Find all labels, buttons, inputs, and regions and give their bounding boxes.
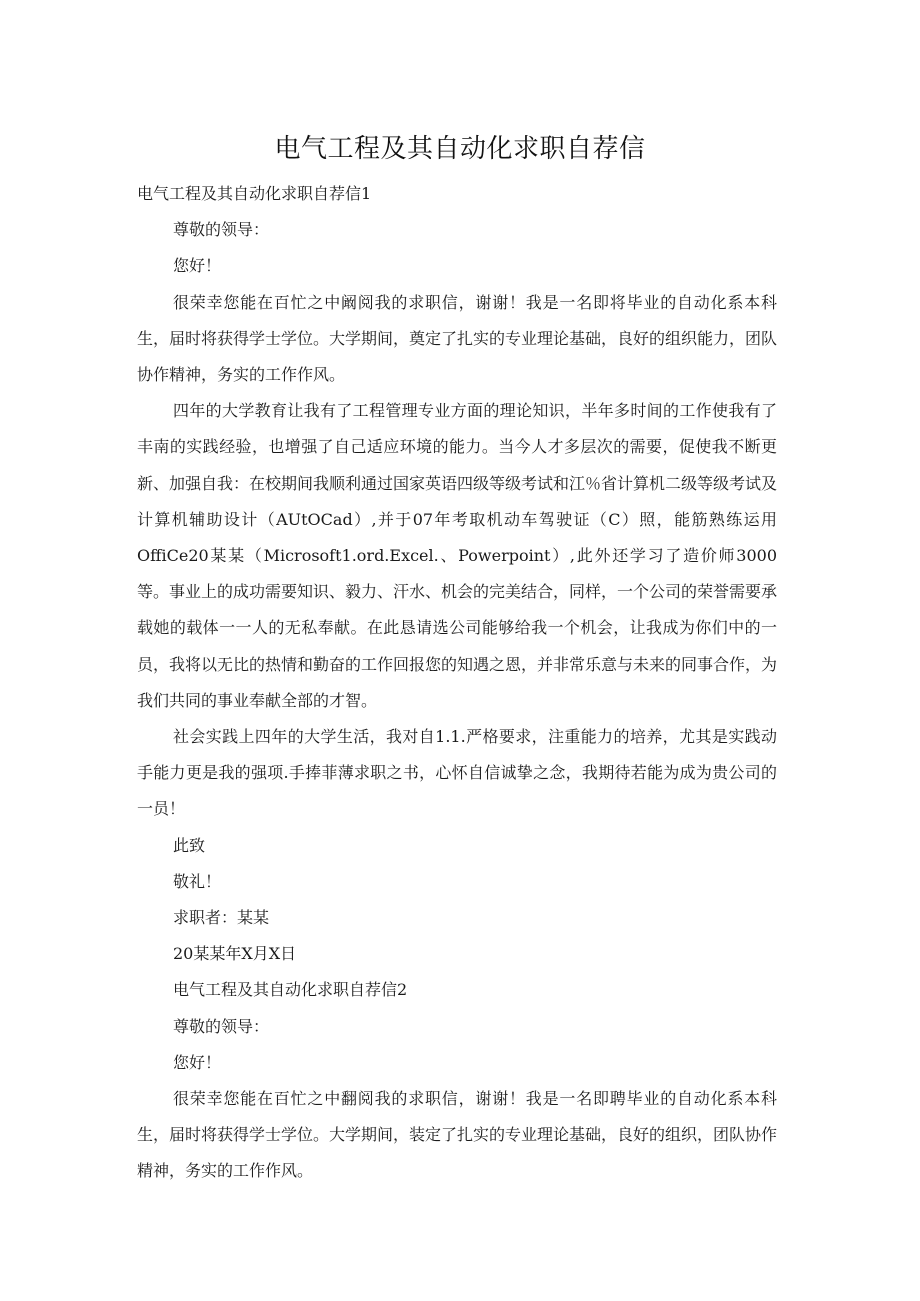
greeting: 您好！ (173, 1052, 222, 1072)
letter-heading-1: 电气工程及其自动化求职自荐信1 (137, 184, 372, 203)
body-paragraph: 很荣幸您能在百忙之中翻阅我的求职信，谢谢！我是一名即聘毕业的自动化系本科生，届时将获得学士学位。大学期间，装定了扎实的专业理论基础，良好的组织，团队协作精神，务实的工作作风。 (137, 1089, 778, 1181)
letter-heading-2: 电气工程及其自动化求职自荐信2 (173, 980, 408, 1000)
body-paragraph: 社会实践上四年的大学生活，我对自1.1.严格要求，注重能力的培养，尤其是实践动手能力更是我的强项.手捧菲薄求职之书，心怀自信诚挚之念，我期待若能为成为贵公司的一员！ (137, 727, 777, 819)
body-paragraph: 四年的大学教育让我有了工程管理专业方面的理论知识，半年多时间的工作使我有了丰南的实践经验，也增强了自己适应环境的能力。当今人才多层次的需要，促使我不断更新、加强自我：在校期间我顺利通过国家英语四级等级考试和江％省计算机二级等级考试及计算机辅助设计（AUtOCad）,并于07年考取机动车驾驶证（C）照，能筋熟练运用OffiCe20某某（Microsoft1.ord.Excel.、Powerpoint）,此外还学习了造价师3000等。事业上的成功需要知识、毅力、汗水、机会的完美结合，同样，一个公司的荣誉需要承载她的载体一一人的无私奉献。在此恳请选公司能够给我一个机会，让我成为你们中的一员，我将以无比的热情和勤奋的工作回报您的知遇之恩，并非常乐意与未来的同事合作，为我们共同的事业奉献全部的才智。 (137, 401, 778, 710)
document-body (137, 176, 777, 1190)
salutation: 尊敬的领导： (173, 1016, 270, 1036)
greeting: 您好！ (173, 256, 222, 276)
signature-line: 求职者：某某 (173, 908, 270, 928)
date-line: 20某某年X月X日 (173, 944, 297, 964)
body-paragraph: 很荣幸您能在百忙之中阚阅我的求职信，谢谢！我是一名即将毕业的自动化系本科生，届时将获得学士学位。大学期间，奠定了扎实的专业理论基础，良好的组织能力，团队协作精神，务实的工作作风。 (137, 292, 778, 385)
salutation: 尊敬的领导： (173, 220, 270, 240)
closing-line: 此致 (173, 835, 206, 855)
document-title: 电气工程及其自动化求职自荐信 (274, 134, 646, 164)
closing-regards: 敬礼！ (173, 871, 222, 891)
